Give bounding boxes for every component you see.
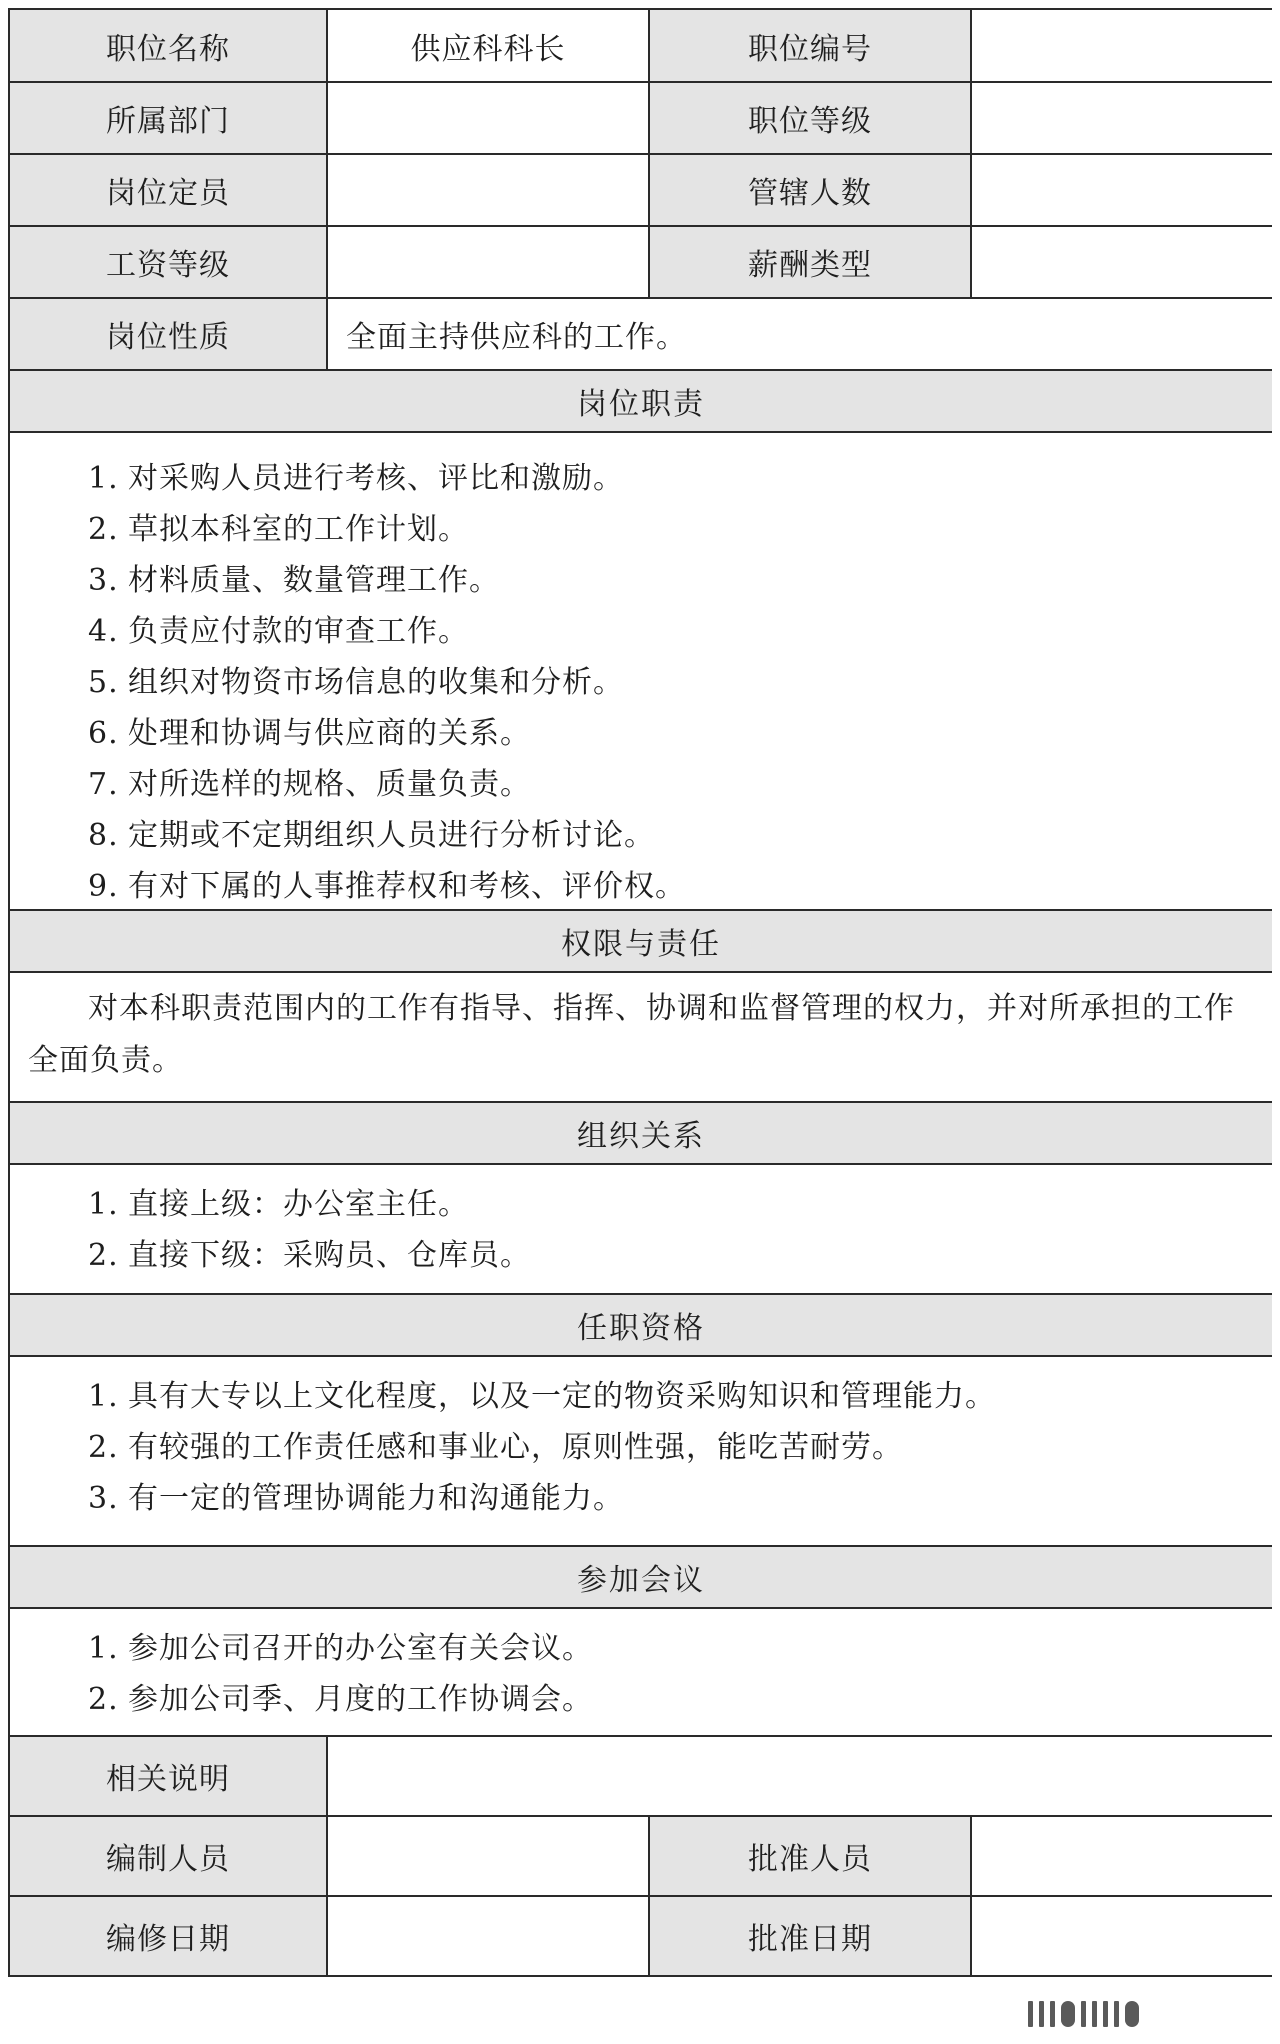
field-value	[972, 10, 1272, 81]
list-item: 9. 有对下属的人事推荐权和考核、评价权。	[88, 869, 686, 904]
meetings-title: 参加会议	[10, 1547, 1272, 1609]
field-label: 管辖人数	[650, 155, 972, 225]
qualifications-title: 任职资格	[10, 1295, 1272, 1357]
field-label: 批准人员	[650, 1817, 972, 1895]
field-value	[972, 155, 1272, 225]
info-row	[10, 83, 1272, 155]
nature-value: 全面主持供应科的工作。	[346, 320, 687, 355]
field-value	[972, 1897, 1272, 1975]
list-item: 2. 有较强的工作责任感和事业心，原则性强，能吃苦耐劳。	[88, 1430, 903, 1465]
authority-title: 权限与责任	[10, 911, 1272, 973]
field-label: 职位编号	[650, 10, 972, 81]
nature-row	[10, 299, 1272, 371]
field-value	[328, 1817, 650, 1895]
list-item: 1. 参加公司召开的办公室有关会议。	[88, 1631, 593, 1666]
field-label: 薪酬类型	[650, 227, 972, 297]
list-item: 8. 定期或不定期组织人员进行分析讨论。	[88, 818, 655, 853]
duties-title: 岗位职责	[10, 371, 1272, 433]
watermark-icon	[1028, 1994, 1258, 2034]
duties-list	[10, 433, 1272, 911]
field-value	[972, 1817, 1272, 1895]
authority-body	[10, 973, 1272, 1103]
field-value	[328, 155, 650, 225]
notes-label: 相关说明	[10, 1737, 328, 1815]
list-item: 6. 处理和协调与供应商的关系。	[88, 716, 531, 751]
list-item: 7. 对所选样的规格、质量负责。	[88, 767, 531, 802]
field-value: 供应科科长	[328, 10, 650, 81]
list-item: 3. 材料质量、数量管理工作。	[88, 563, 500, 598]
nature-label: 岗位性质	[10, 299, 328, 369]
notes-value	[328, 1737, 1272, 1815]
meetings-list	[10, 1609, 1272, 1737]
info-row	[10, 155, 1272, 227]
list-item: 1. 对采购人员进行考核、评比和激励。	[88, 461, 624, 496]
list-item: 1. 具有大专以上文化程度，以及一定的物资采购知识和管理能力。	[88, 1379, 996, 1414]
list-item: 4. 负责应付款的审查工作。	[88, 614, 469, 649]
notes-row	[10, 1737, 1272, 1817]
job-description-table	[8, 8, 1272, 1977]
qualifications-list	[10, 1357, 1272, 1547]
field-label: 编修日期	[10, 1897, 328, 1975]
field-value	[328, 1897, 650, 1975]
list-item: 2. 草拟本科室的工作计划。	[88, 512, 469, 547]
sign-row	[10, 1897, 1272, 1977]
organization-title: 组织关系	[10, 1103, 1272, 1165]
field-label: 所属部门	[10, 83, 328, 153]
field-label: 批准日期	[650, 1897, 972, 1975]
list-item: 5. 组织对物资市场信息的收集和分析。	[88, 665, 624, 700]
field-value	[328, 227, 650, 297]
field-label: 编制人员	[10, 1817, 328, 1895]
field-label: 岗位定员	[10, 155, 328, 225]
info-row	[10, 10, 1272, 83]
organization-list	[10, 1165, 1272, 1295]
field-value	[972, 83, 1272, 153]
info-row	[10, 227, 1272, 299]
authority-text: 对本科职责范围内的工作有指导、指挥、协调和监督管理的权力，并对所承担的工作全面负责。	[28, 991, 1235, 1078]
field-label: 职位名称	[10, 10, 328, 81]
field-label: 工资等级	[10, 227, 328, 297]
list-item: 3. 有一定的管理协调能力和沟通能力。	[88, 1481, 624, 1516]
list-item: 2. 参加公司季、月度的工作协调会。	[88, 1682, 593, 1717]
field-value	[972, 227, 1272, 297]
field-value	[328, 83, 650, 153]
field-label: 职位等级	[650, 83, 972, 153]
list-item: 1. 直接上级：办公室主任。	[88, 1187, 469, 1222]
list-item: 2. 直接下级：采购员、仓库员。	[88, 1238, 531, 1273]
sign-row	[10, 1817, 1272, 1897]
